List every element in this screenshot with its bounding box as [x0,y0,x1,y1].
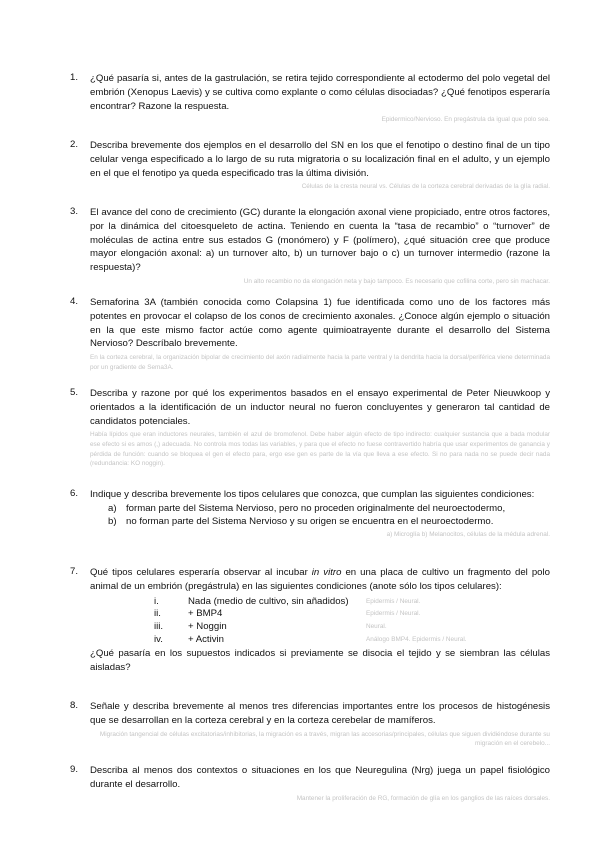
question-8 [70,700,550,749]
subitem-text: no forman parte del Sistema Nervioso y su origen se encuentra en el neuroectodermo. [126,515,494,527]
question-text: Describa y razone por qué los experimentos basados en el ensayo experimental de Peter Nieuwkoop y orientados a la identificación de un inductor neural no fueron concluyentes y generaron tal cantidad de candidatos potenciales. [90,388,550,427]
condition-numeral: ii. [154,608,161,620]
condition-list [90,596,550,647]
question-7 [70,566,550,674]
question-1 [70,72,550,125]
question-text: Señale y describa brevemente al menos tres diferencias importantes entre los procesos de histogénesis que se desarrollan en la corteza cerebral y en la corteza cerebelar de mamíferos. [90,701,550,726]
answer-note: Mantener la proliferación de RG, formación de glía en los ganglios de las raíces dorsales. [296,794,550,802]
question-number: 2. [70,139,79,150]
condition-answer: Epidermis / Neural. [366,597,421,605]
answer-note: Células de la cresta neural vs. Células de la corteza cerebral derivadas de la glía radial. [301,183,550,191]
question-number: 3. [70,206,79,217]
condition-answer: Epidermis / Neural. [366,610,421,618]
question-6 [70,488,550,539]
question-3 [70,206,550,287]
question-text: Semaforina 3A (también conocida como Colapsina 1) fue identificada como uno de los factores más potentes en provocar el colapso de los conos de crecimiento axonales. ¿Conoce algún ejemplo o situación en la que este mismo factor actúe como agente quimioatrayente durante el desarrollo del Sistema Nervioso? Descríbalo brevemente. [90,297,550,350]
condition-numeral: iii. [154,621,164,633]
question-text [90,566,550,594]
question-followup: ¿Qué pasaría en los supuestos indicados si previamente se disocia el tejido y se siembran las células aisladas? [90,647,550,673]
question-text: El avance del cono de crecimiento (GC) durante la elongación axonal viene propiciado, entre otros factores, por la dinámica del citoesqueleto de actina. Teniendo en cuenta la “tasa de recambio” o “turnover” de moléculas de actina entre sus estados G (monómero) y F (polímero), ¿qué situación cree que produce mayor elongación axonal: a) un turnover alto, b) un turnover bajo o c) un turnover intermedio (razone la respuesta)? [90,207,550,274]
question-4 [70,296,550,372]
question-number: 1. [70,72,79,83]
answer-note: Migración tangencial de células excitatorias/inhibitorias, la migración es a través, migran las accesorias/principales, células que siguen dividiéndose durante su migración en el cerebelo... [99,730,550,748]
question-9 [70,764,550,803]
answer-note: Epidermico/Nervioso. En pregástrula da igual que polo sea. [381,116,550,124]
condition-answer: Neural. [366,623,387,631]
subitem-a [108,502,550,515]
question-number: 7. [70,566,79,577]
answer-note: En la corteza cerebral, la organización bipolar de crecimiento del axón radialmente hacia la parte ventral y la dendrita hacia la dorsal/periférica viene determinada por un gradiente de Sema3A. [90,354,550,371]
condition-numeral: iv. [154,633,163,645]
subitem-b [108,515,550,528]
condition-text: + BMP4 [188,608,223,620]
answer-note: Un alto recambio no da elongación neta y bajo tampoco. Es necesario que cofilina corte, pero sin machacar. [243,277,550,285]
question-text: Describa brevemente dos ejemplos en el desarrollo del SN en los que el fenotipo o destino final de un tipo celular venga especificado a lo largo de su ruta migratoria o su localización final en el adulto, y un ejemplo en el que el fenotipo ya queda especificado tras la última división. [90,140,550,179]
condition-text: + Noggin [188,621,227,633]
condition-item [90,634,550,647]
subitem-label: a) [108,502,117,514]
question-text-end: en una placa de cultivo un fragmento del polo animal de un embrión (pregástrula) en las siguientes condiciones (anote sólo los tipos celulares): [90,567,550,592]
question-text: ¿Qué pasaría si, antes de la gastrulación, se retira tejido correspondiente al ectodermo del polo vegetal del embrión (Xenopus Laevis) y se cultiva como explante o como células disociadas? ¿Qué fenotipos esperaría encontrar? Razone la respuesta. [90,73,550,112]
question-text: Indique y describa brevemente los tipos celulares que conozca, que cumplan las siguientes condiciones: [90,489,535,500]
subitem-label: b) [108,515,117,527]
question-text-italic: in vitro [311,567,342,578]
condition-answer: Análogo BMP4. Epidermis / Neural. [366,635,467,643]
condition-item [90,608,550,621]
condition-text: + Activin [188,633,224,645]
question-number: 9. [70,764,79,775]
answer-note: Había lípidos que eran inductores neurales, también el azul de bromofenol. Debe haber algún efecto de tipo indirecto: cualquier sustancia que a bada modular ese efecto si es amos (,) adecuada. No controla mos todas las variables, y para que el efecto no fuese contravertido habría que usar experimentos de ganancia y pérdida de función: cuando se bloquea el gen el efecto para, ergo ese gen es parte de la vía que lleva a ese efecto. Si no para nada no se puede decir nada (redundancia: KO noggin). [90,431,550,468]
question-5 [70,387,550,469]
question-number: 4. [70,296,79,307]
question-number: 5. [70,387,79,398]
question-text: Describa al menos dos contextos o situaciones en los que Neuregulina (Nrg) juega un papel fisiológico durante el desarrollo. [90,765,550,790]
question-text-start: Qué tipos celulares esperaría observar al incubar [90,567,312,578]
question-2 [70,139,550,192]
subitem-text: forman parte del Sistema Nervioso, pero no proceden originalmente del neuroectodermo, [126,502,506,514]
condition-text: Nada (medio de cultivo, sin añadidos) [188,595,349,607]
question-number: 8. [70,700,79,711]
condition-item [90,596,550,609]
condition-item [90,621,550,634]
question-number: 6. [70,488,79,499]
condition-numeral: i. [154,595,159,607]
answer-note: a) Microglía b) Melanocitos, células de la médula adrenal. [386,530,550,538]
